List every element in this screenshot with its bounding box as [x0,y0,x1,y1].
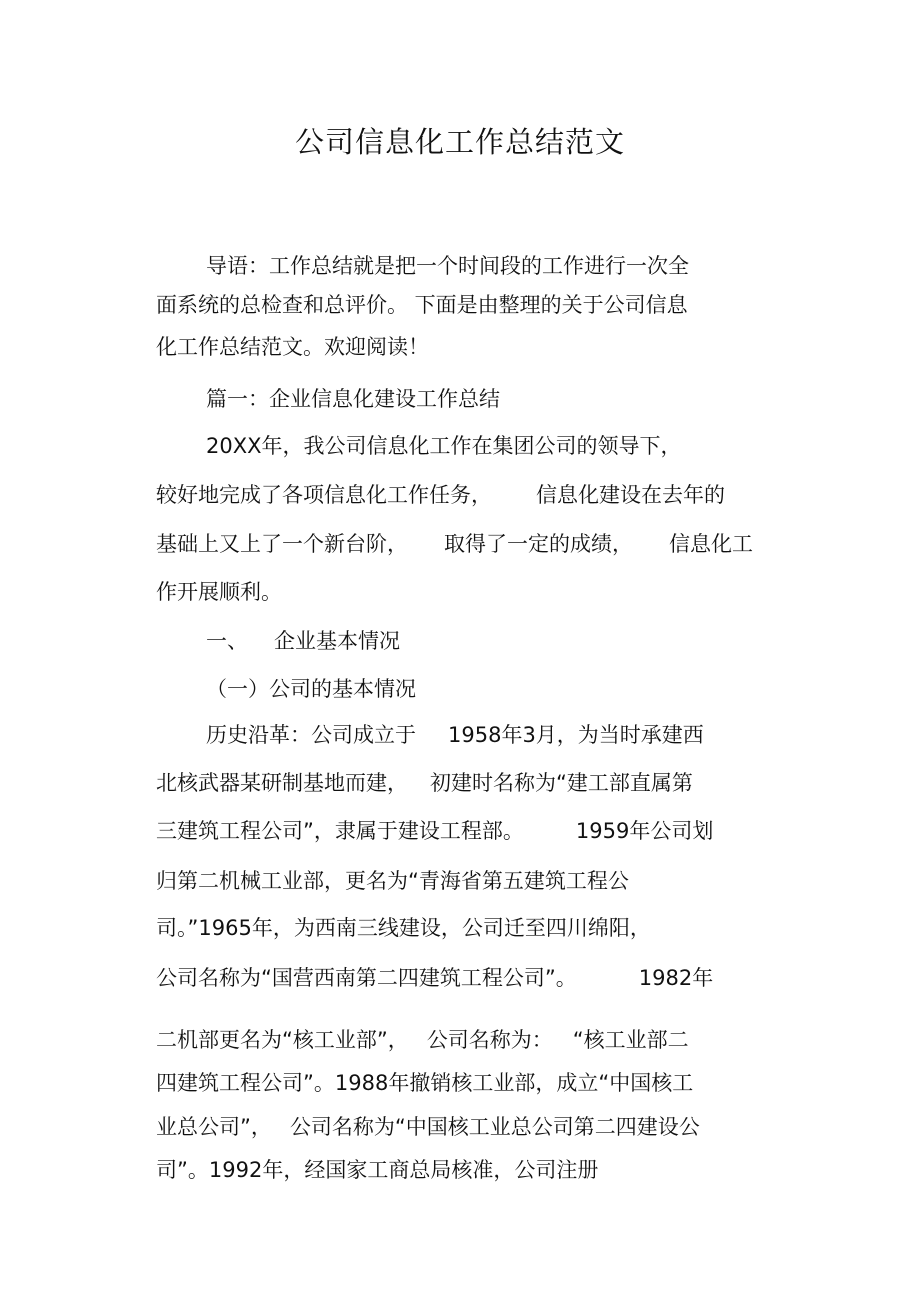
history-line-7 [156,1030,689,1051]
history-line-6 [156,968,713,989]
intro-line-2: 面系统的总检查和总评价。 下面是由整理的关于公司信息 [156,293,688,317]
overview-line-3-part-3: 信息化工 [669,532,753,556]
document-title: 公司信息化工作总结范文 [294,125,625,159]
history-line-2-part-2: 初建时名称为“建工部直属第 [430,771,693,795]
history-line-2 [156,773,693,794]
overview-line-2-part-1: 较好地完成了各项信息化工作任务， [156,483,492,507]
history-line-9-part-1: 业总公司”， [156,1115,272,1139]
section-heading [206,631,400,652]
history-line-4: 归第二机械工业部，更名为“青海省第五建筑工程公 [156,869,629,893]
history-line-7-part-1: 二机部更名为“核工业部”， [156,1028,409,1052]
history-line-5: 司。”1965年，为西南三线建设，公司迁至四川绵阳， [156,916,651,940]
history-line-6-part-2: 1982年 [638,966,714,990]
history-line-1-part-2: 1958年3月，为当时承建西 [448,723,704,747]
overview-line-2 [156,485,725,506]
history-line-8: 四建筑工程公司”。1988年撤销核工业部，成立“中国核工 [156,1071,694,1095]
overview-line-3-part-2: 取得了一定的成绩， [444,532,633,556]
overview-line-1: 20XX年，我公司信息化工作在集团公司的领导下， [206,434,682,458]
history-line-3 [156,821,713,842]
overview-line-3-part-1: 基础上又上了一个新台阶， [156,532,408,556]
history-line-1 [206,725,704,746]
section-title: 企业基本情况 [274,629,400,653]
section-number: 一、 [206,629,248,653]
subsection-heading: （一）公司的基本情况 [206,677,416,701]
history-line-6-part-1: 公司名称为“国营西南第二四建筑工程公司”。 [156,966,577,990]
history-line-10: 司”。1992年，经国家工商总局核准，公司注册 [156,1158,599,1182]
intro-line-3: 化工作总结范文。欢迎阅读！ [156,335,429,359]
overview-line-3 [156,534,753,555]
intro-line-1: 导语：工作总结就是把一个时间段的工作进行一次全 [206,254,689,278]
history-line-2-part-1: 北核武器某研制基地而建， [156,771,408,795]
history-line-9-part-2: 公司名称为“中国核工业总公司第二四建设公 [289,1115,700,1139]
overview-line-4: 作开展顺利。 [156,580,282,604]
history-line-3-part-2: 1959年公司划 [575,819,714,843]
chapter-heading: 篇一：企业信息化建设工作总结 [206,387,500,411]
history-line-1-part-1: 历史沿革：公司成立于 [206,723,416,747]
history-line-7-part-3: “核工业部二 [572,1028,689,1052]
overview-line-2-part-2: 信息化建设在去年的 [536,483,725,507]
history-line-7-part-2: 公司名称为： [426,1028,553,1052]
history-line-3-part-1: 三建筑工程公司”，隶属于建设工程部。 [156,819,524,843]
history-line-9 [156,1117,700,1138]
